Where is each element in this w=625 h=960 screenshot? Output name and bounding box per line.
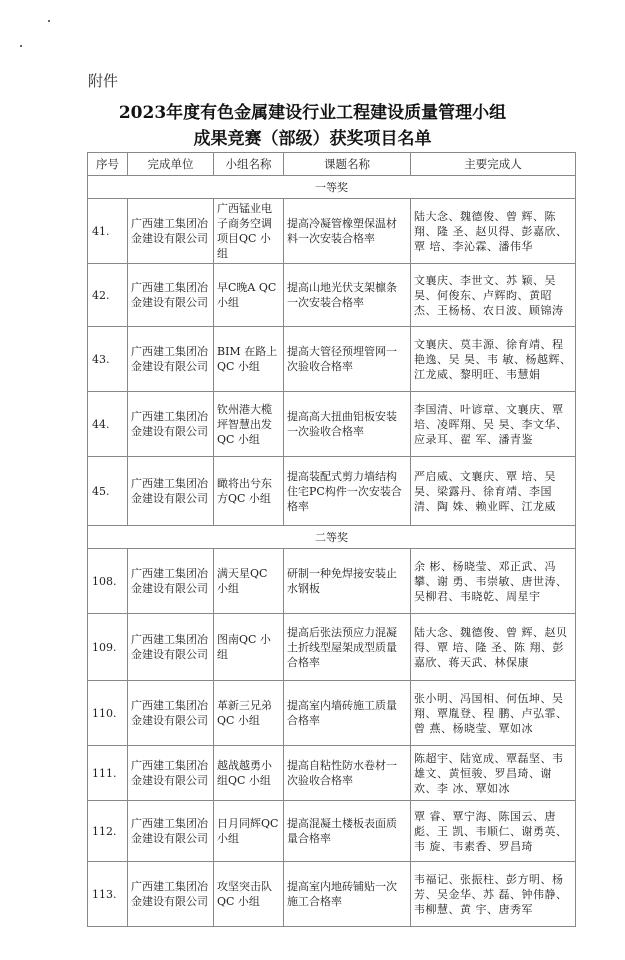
cell-group: 日月同辉QC 小组 bbox=[214, 801, 284, 862]
document-title: 2023年度有色金属建设行业工程建设质量管理小组 bbox=[118, 103, 507, 123]
section-row bbox=[88, 176, 576, 199]
cell-group: 图南QC 小组 bbox=[214, 614, 284, 681]
attachment-label: 附件 bbox=[88, 72, 119, 90]
cell-unit: 广西建工集团冶金建设有限公司 bbox=[128, 392, 214, 457]
cell-group: 广西锰业电子商务空调项目QC 小组 bbox=[214, 199, 284, 264]
table-row bbox=[88, 549, 576, 614]
cell-people: 陆大念、魏德俊、曾 辉、赵贝得、覃 培、隆 圣、陈 翔、彭嘉欣、蒋天武、林保康 bbox=[411, 614, 576, 681]
cell-unit: 广西建工集团冶金建设有限公司 bbox=[128, 862, 214, 927]
cell-seq: 109. bbox=[88, 614, 128, 681]
cell-unit: 广西建工集团冶金建设有限公司 bbox=[128, 681, 214, 746]
cell-people: 李国清、叶谚章、文襄庆、覃 培、凌晖翔、吴 昊、李文华、应录耳、翟 军、潘青鉴 bbox=[411, 392, 576, 457]
cell-seq: 112. bbox=[88, 801, 128, 862]
cell-topic: 提高山地光伏支架檩条一次安装合格率 bbox=[284, 264, 411, 327]
cell-people: 文襄庆、莫丰源、徐育靖、程艳逸、吴 昊、韦 敏、杨越辉、江龙威、黎明旺、韦慧娟 bbox=[411, 327, 576, 392]
cell-unit: 广西建工集团冶金建设有限公司 bbox=[128, 457, 214, 526]
cell-topic: 提高大管径预埋管网一次验收合格率 bbox=[284, 327, 411, 392]
cell-topic: 提高后张法预应力混凝土折线型屋架成型质量合格率 bbox=[284, 614, 411, 681]
table-row bbox=[88, 457, 576, 526]
cell-seq: 44. bbox=[88, 392, 128, 457]
cell-group: 满天星QC 小组 bbox=[214, 549, 284, 614]
document-subtitle: 成果竞赛（部级）获奖项目名单 bbox=[193, 129, 432, 149]
scan-speck bbox=[20, 45, 22, 47]
header-people: 主要完成人 bbox=[411, 153, 576, 176]
cell-group: 钦州港大榄坪智慧出发QC 小组 bbox=[214, 392, 284, 457]
cell-unit: 广西建工集团冶金建设有限公司 bbox=[128, 614, 214, 681]
header-seq: 序号 bbox=[88, 153, 128, 176]
cell-seq: 43. bbox=[88, 327, 128, 392]
cell-seq: 42. bbox=[88, 264, 128, 327]
table-header-row bbox=[88, 153, 576, 176]
table-row bbox=[88, 681, 576, 746]
cell-people: 覃 睿、覃宁海、陈国云、唐 彪、王 凯、韦顺仁、谢勇英、韦 旋、韦素香、罗昌琦 bbox=[411, 801, 576, 862]
cell-topic: 提高自粘性防水卷材一次验收合格率 bbox=[284, 746, 411, 801]
cell-seq: 111. bbox=[88, 746, 128, 801]
cell-unit: 广西建工集团冶金建设有限公司 bbox=[128, 199, 214, 264]
cell-people: 严启威、文襄庆、覃 培、吴 昊、梁露丹、徐育靖、李国清、陶 姝、赖业晖、江龙威 bbox=[411, 457, 576, 526]
table-row bbox=[88, 327, 576, 392]
cell-unit: 广西建工集团冶金建设有限公司 bbox=[128, 746, 214, 801]
table-row bbox=[88, 801, 576, 862]
cell-group: 瞰将出兮东方QC 小组 bbox=[214, 457, 284, 526]
table-row bbox=[88, 614, 576, 681]
section-label: 二等奖 bbox=[88, 526, 576, 549]
cell-group: BIM 在路上 QC 小组 bbox=[214, 327, 284, 392]
cell-unit: 广西建工集团冶金建设有限公司 bbox=[128, 801, 214, 862]
table-row bbox=[88, 199, 576, 264]
cell-topic: 提高混凝土楼板表面质量合格率 bbox=[284, 801, 411, 862]
section-row bbox=[88, 526, 576, 549]
table-row bbox=[88, 392, 576, 457]
table-row bbox=[88, 862, 576, 927]
award-table bbox=[87, 152, 576, 927]
cell-topic: 提高室内墙砖施工质量合格率 bbox=[284, 681, 411, 746]
cell-group: 早C晚A QC 小组 bbox=[214, 264, 284, 327]
cell-people: 余 彬、杨晓莹、邓正武、冯 攀、谢 勇、韦崇敏、唐世涛、吴柳君、韦晓乾、周星宇 bbox=[411, 549, 576, 614]
cell-people: 文襄庆、李世文、苏 颖、吴 昊、何俊东、卢辉昀、黄昭杰、王杨杨、农日波、顾锦涛 bbox=[411, 264, 576, 327]
cell-seq: 108. bbox=[88, 549, 128, 614]
cell-seq: 45. bbox=[88, 457, 128, 526]
cell-people: 张小明、冯国相、何伍坤、吴 翔、覃胤登、程 鹏、卢弘霏、曾 燕、杨晓莹、覃如冰 bbox=[411, 681, 576, 746]
cell-unit: 广西建工集团冶金建设有限公司 bbox=[128, 327, 214, 392]
cell-topic: 提高装配式剪力墙结构住宅PC构件一次安装合格率 bbox=[284, 457, 411, 526]
table-row bbox=[88, 264, 576, 327]
cell-seq: 110. bbox=[88, 681, 128, 746]
cell-people: 韦福记、张振柱、彭方明、杨 芳、吴金华、苏 磊、钟伟静、韦柳慧、黄 宇、唐秀军 bbox=[411, 862, 576, 927]
scan-speck bbox=[48, 20, 50, 22]
cell-topic: 提高冷凝管橡塑保温材料一次安装合格率 bbox=[284, 199, 411, 264]
cell-topic: 研制一种免焊接安装止水钢板 bbox=[284, 549, 411, 614]
header-topic: 课题名称 bbox=[284, 153, 411, 176]
cell-topic: 提高高大扭曲铝板安装一次验收合格率 bbox=[284, 392, 411, 457]
cell-seq: 41. bbox=[88, 199, 128, 264]
cell-group: 革新三兄弟QC 小组 bbox=[214, 681, 284, 746]
table-row bbox=[88, 746, 576, 801]
cell-unit: 广西建工集团冶金建设有限公司 bbox=[128, 549, 214, 614]
cell-group: 攻坚突击队QC 小组 bbox=[214, 862, 284, 927]
cell-people: 陈超宇、陆宽成、覃磊坚、韦雄文、黄恒骏、罗昌琦、谢 欢、李 冰、覃如冰 bbox=[411, 746, 576, 801]
cell-unit: 广西建工集团冶金建设有限公司 bbox=[128, 264, 214, 327]
header-group: 小组名称 bbox=[214, 153, 284, 176]
cell-seq: 113. bbox=[88, 862, 128, 927]
cell-topic: 提高室内地砖铺贴一次施工合格率 bbox=[284, 862, 411, 927]
cell-people: 陆大念、魏德俊、曾 辉、陈 翔、隆 圣、赵贝得、彭嘉欣、覃 培、李沁霖、潘伟华 bbox=[411, 199, 576, 264]
cell-group: 越战越勇小组QC 小组 bbox=[214, 746, 284, 801]
header-unit: 完成单位 bbox=[128, 153, 214, 176]
section-label: 一等奖 bbox=[88, 176, 576, 199]
